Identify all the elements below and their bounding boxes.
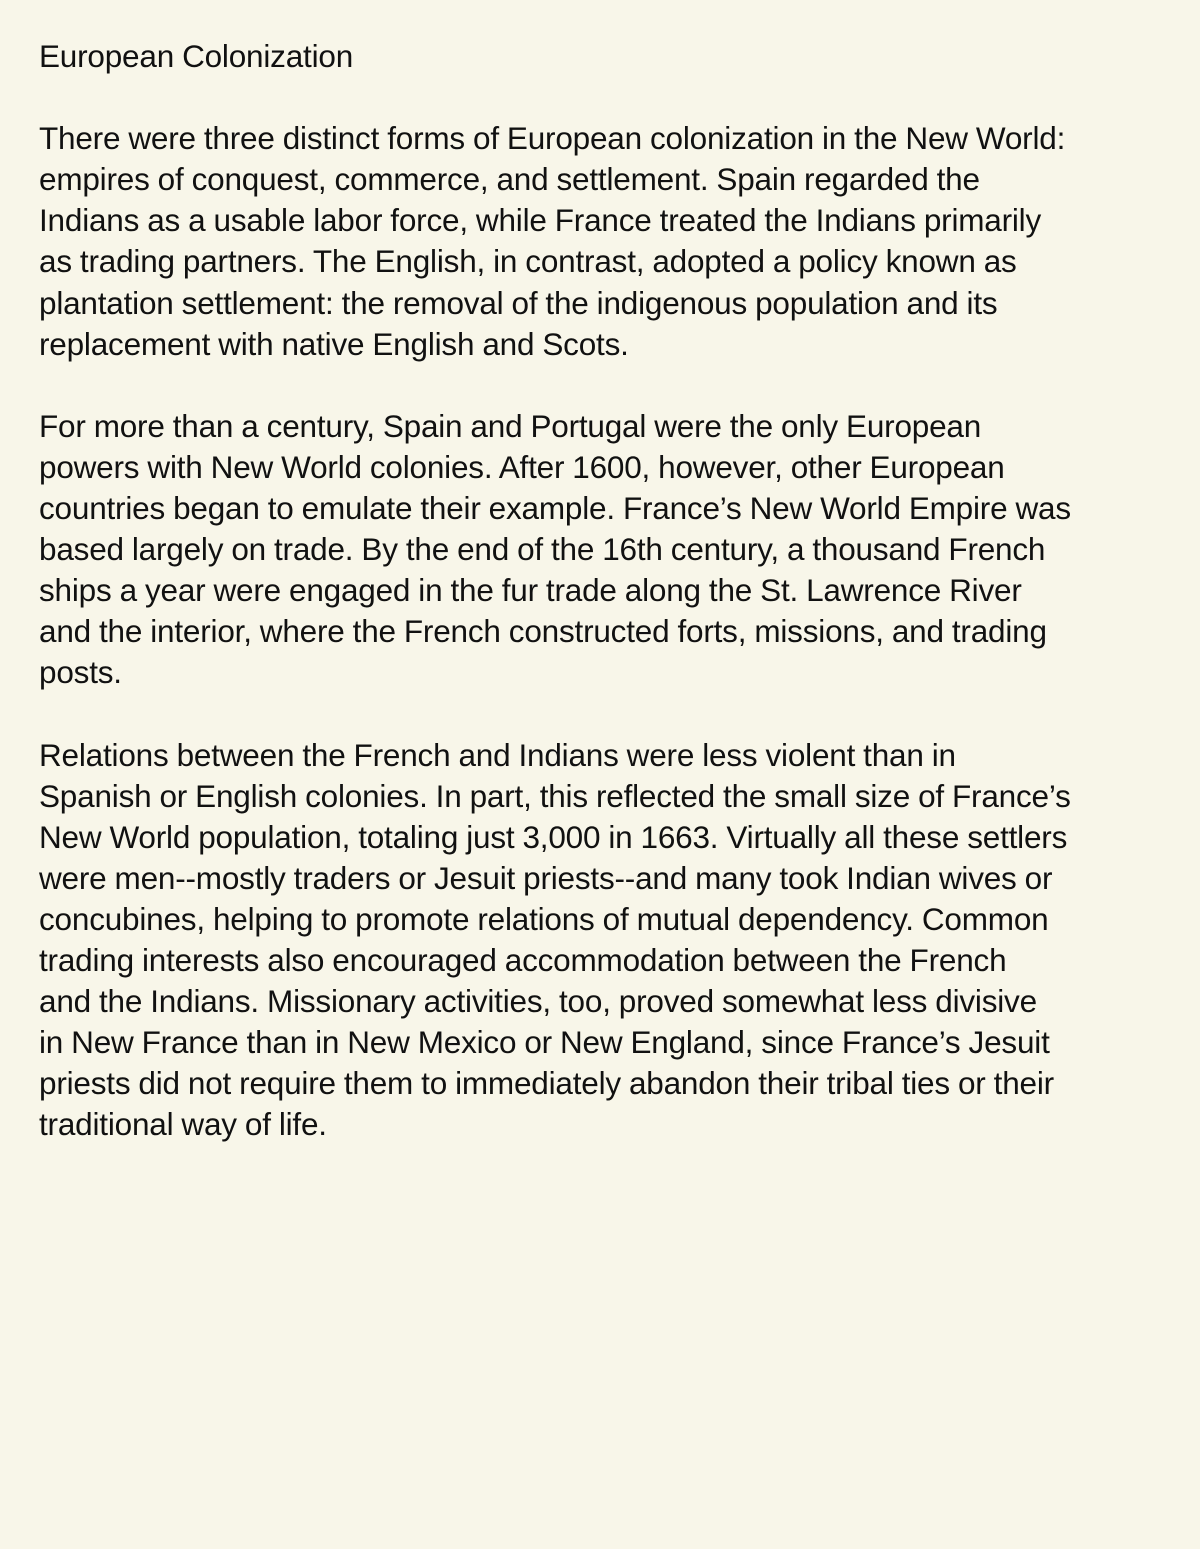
paragraph-line: Indians as a usable labor force, while France treated the Indians primarily [39,202,1042,239]
paragraph-line: traditional way of life. [39,1106,327,1143]
paragraph-line: plantation settlement: the removal of the indigenous population and its [39,284,998,321]
paragraph-line: Spanish or English colonies. In part, this reflected the small size of France’s [39,777,1071,814]
paragraph-line: posts. [39,654,122,691]
paragraph-line: powers with New World colonies. After 1600, however, other European [39,448,1005,485]
paragraph-line: as trading partners. The English, in contrast, adopted a policy known as [39,243,1017,280]
document-title: European Colonization [39,38,354,74]
document-page [39,36,1199,1146]
paragraph-line: and the interior, where the French constructed forts, missions, and trading [39,613,1047,650]
paragraph-line: There were three distinct forms of European colonization in the New World: [39,120,1066,157]
paragraph-line: based largely on trade. By the end of the 16th century, a thousand French [39,531,1046,568]
paragraph-line: For more than a century, Spain and Portugal were the only European [39,407,982,444]
paragraph-line: in New France than in New Mexico or New England, since France’s Jesuit [39,1024,1050,1061]
paragraph-line: ships a year were engaged in the fur trade along the St. Lawrence River [39,572,1022,609]
paragraph-line: concubines, helping to promote relations of mutual dependency. Common [39,900,1049,937]
paragraph-line: trading interests also encouraged accommodation between the French [39,942,1007,979]
paragraph-line: replacement with native English and Scots. [39,325,629,362]
paragraph-line: were men--mostly traders or Jesuit priests--and many took Indian wives or [39,859,1053,896]
paragraph-line: countries began to emulate their example. France’s New World Empire was [39,490,1071,527]
paragraph-3 [39,735,1199,1146]
paragraph-line: empires of conquest, commerce, and settlement. Spain regarded the [39,161,980,198]
paragraph-1 [39,118,1199,365]
paragraph-line: priests did not require them to immediately abandon their tribal ties or their [39,1065,1054,1102]
paragraph-line: and the Indians. Missionary activities, too, proved somewhat less divisive [39,983,1037,1020]
paragraph-2 [39,406,1199,694]
paragraph-line: Relations between the French and Indians were less violent than in [39,736,956,773]
paragraph-line: New World population, totaling just 3,000 in 1663. Virtually all these settlers [39,818,1068,855]
